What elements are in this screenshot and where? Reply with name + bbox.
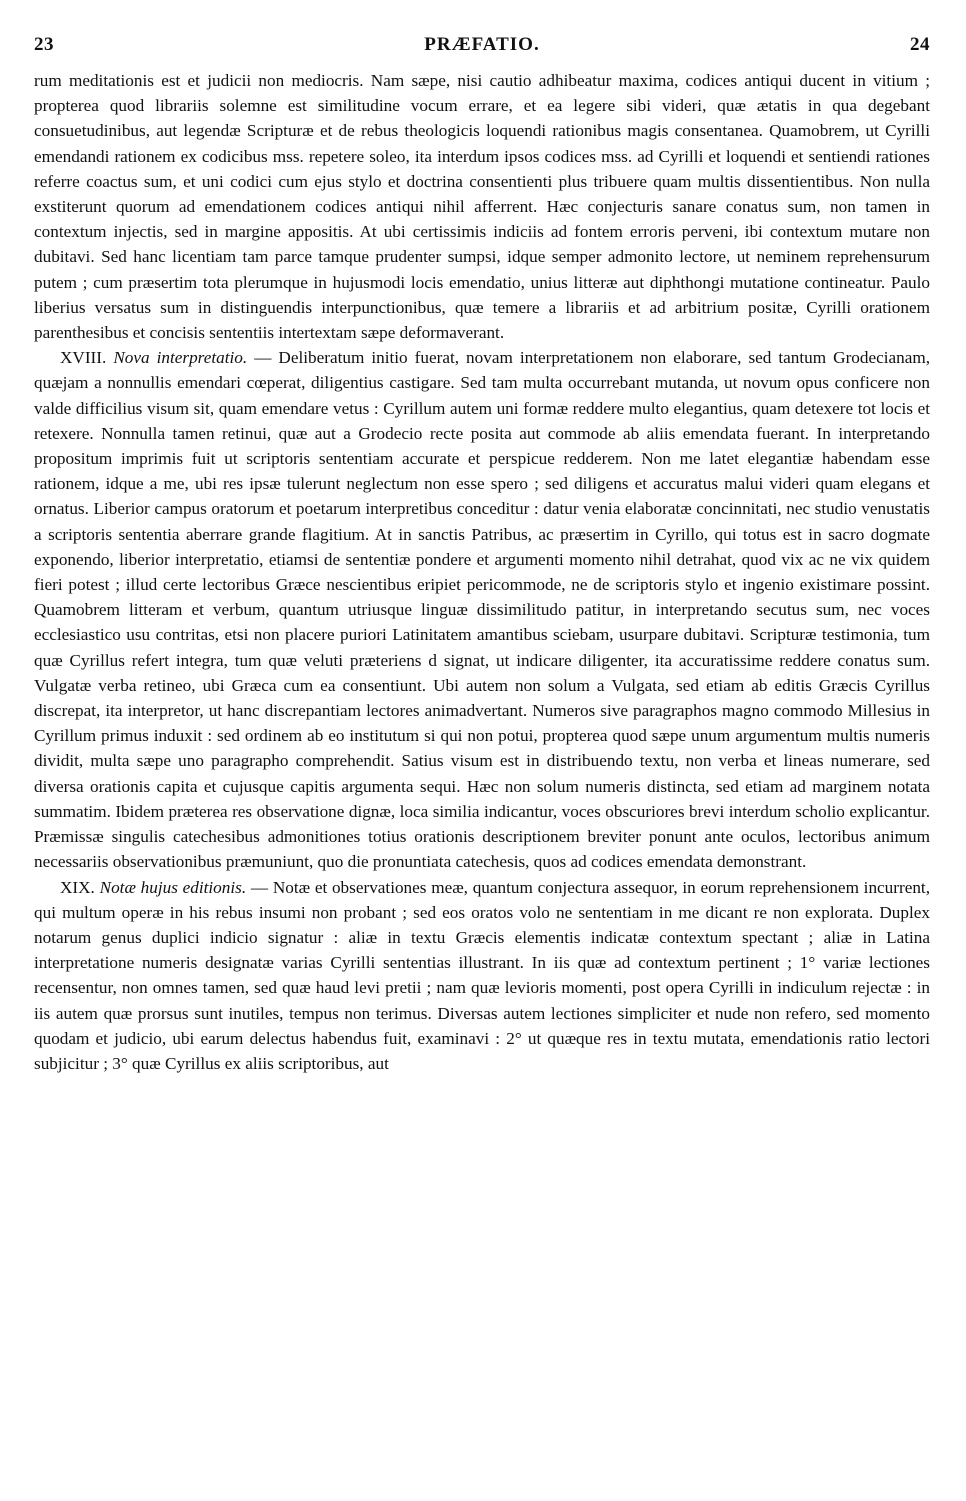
- right-page-number: 24: [910, 34, 930, 55]
- section-dash: —: [254, 348, 272, 368]
- section-dash: —: [250, 877, 269, 897]
- book-page: [34, 34, 930, 1076]
- section-xviii: [34, 345, 930, 874]
- section-number: XIX.: [60, 877, 95, 897]
- body-text: [34, 68, 930, 1076]
- section-title: Nova interpretatio.: [113, 348, 248, 368]
- running-header: [34, 34, 930, 62]
- running-title: PRÆFATIO.: [424, 34, 540, 55]
- section-number: XVIII.: [60, 348, 107, 368]
- section-xix: [34, 875, 930, 1077]
- section-text: Notæ et observationes meæ, quantum conjectura assequor, in eorum reprehensionem incurrent, qui multum operæ in his rebus insumi non probant ; sed eos oratos volo ne sententiam in me dicant re non explorata. Duplex notarum genus duplici indicio signatur : aliæ in textu Græcis elementis indicatæ contextum spectant ; aliæ in Latina interpretatione numeris designatæ varias Cyrilli sententias illustrant. In iis quæ ad contextum pertinent ; 1° variæ lectiones recensentur, non omnes tamen, sed quæ haud levi pretii ; nam quæ levioris momenti, post opera Cyrilli in indiculum rejectæ : in iis autem quæ prorsus sunt inutiles, tempus non terimus. Diversas autem lectiones simpliciter et nude non refero, sed momento quodam et judicio, ubi earum delectus habendus fuit, examinavi : 2° ut quæque res in textu mutata, emendationis ratio lectori subjicitur ; 3° quæ Cyrillus ex aliis scriptoribus, aut: [34, 877, 931, 1073]
- section-text: Deliberatum initio fuerat, novam interpretationem non elaborare, sed tantum Grodecianam, quæjam a nonnullis emendari cœperat, diligentius castigare. Sed tam multa occurrebant mutanda, ut novum opus conficere non valde difficilius visum sit, quam emendare vetus : Cyrillum autem uni formæ reddere multo elegantius, quam detexere tot locis et retexere. Nonnulla tamen retinui, quæ aut a Grodecio recte posita aut commode ab aliis emendata fuerant. In interpretando propositum imprimis fuit ut scriptoris sententiam accurate et perspicue redderem. Non me latet elegantiæ habendam esse rationem, idque a me, ubi res ipsæ tulerunt neglectum non esse spero ; sed diligens et accuratus malui videri quam elegans et ornatus. Liberior campus oratorum et poetarum interpretibus conceditur : datur venia elaboratæ concinnitati, nec studio venustatis a scriptoris sententia aberrare grande flagitium. At in sanctis Patribus, ac præsertim in Cyrillo, qui totus est in sacro dogmate exponendo, liberior interpretatio, etiamsi de sententiæ pondere et argumenti momento nihil detrahat, quod vix ac ne vix quidem fieri potest ; illud certe lectoribus Græce nescientibus eripiet pericommode, ne de scriptoris stylo et ingenio existimare possint. Quamobrem litteram et verbum, quantum utriusque linguæ dissimilitudo patitur, in interpretando secutus sum, nec voces ecclesiastico usu contritas, etsi non placere puriori Latinitatem amantibus sciebam, usurpare dubitavi. Scripturæ testimonia, tum quæ Cyrillus refert integra, tum quæ veluti præteriens d signat, ut indicare diligenter, ita accuratissime reddere conatus sum. Vulgatæ verba retineo, ubi Græca cum ea consentiunt. Ubi autem non solum a Vulgata, sed etiam ab editis Græcis Cyrillus discrepat, ita interpretor, ut hanc discrepantiam lectores animadvertant. Numeros sive paragraphos magno commodo Millesius in Cyrillum primus induxit : sed ordinem ab eo institutum si qui non potui, propterea quod sæpe unum argumentum multis numeris dividit, multa sæpe uno paragrapho comprehendit. Satius visum est in distribuendo textu, non verba et lineas numerare, sed diversa orationis capita et cujusque capitis argumenta sequi. Hæc non solum numeris distincta, sed etiam ad marginem notata summatim. Ibidem præterea res observatione dignæ, loca similia indicantur, voces obscuriores brevi interdum scholio explicantur. Præmissæ singulis catechesibus admonitiones totius orationis descriptionem breviter ponunt ante oculos, lectoribus animum necessariis observationibus præmuniunt, quo die pronuntiata catechesis, quos ad codices emendata demonstrant.: [34, 348, 931, 872]
- left-page-number: 23: [34, 34, 54, 55]
- paragraph-continuation: rum meditationis est et judicii non mediocris. Nam sæpe, nisi cautio adhibeatur maxima, codices antiqui ducent in vitium ; propterea quod librariis solemne est similitudine vocum errare, et ea legere sibi videri, quæ ætatis in qua degebant consuetudinibus, aut legendæ Scripturæ et de rebus theologicis loquendi rationibus magis consentanea. Quamobrem, ut Cyrilli emendandi rationem ex codicibus mss. repetere soleo, ita interdum ipsos codices mss. ad Cyrilli et loquendi et sentiendi rationes referre coactus sum, et uni codici cum ejus stylo et doctrina consentienti plus tribuere quam multis dissentientibus. Non nulla exstiterunt quorum ad emendationem codices antiqui nihil afferrent. Hæc conjecturis sanare conatus sum, non tamen in contextum injectis, sed in margine appositis. At ubi certissimis indiciis ad fontem erroris perveni, ibi contextum mutare non dubitavi. Sed hanc licentiam tam parce tamque prudenter sumpsi, idque semper admonito lectore, ut neminem reprehensurum putem ; cum præsertim tota plerumque in hujusmodi locis emendatio, unius litteræ aut diphthongi mutatione contineatur. Paulo liberius versatus sum in distinguendis interpunctionibus, quæ temere a librariis et ad arbitrium positæ, Cyrilli orationem parenthesibus et concisis sententiis intertextam sæpe deformaverant.: [34, 71, 930, 343]
- section-title: Notæ hujus editionis.: [99, 877, 247, 897]
